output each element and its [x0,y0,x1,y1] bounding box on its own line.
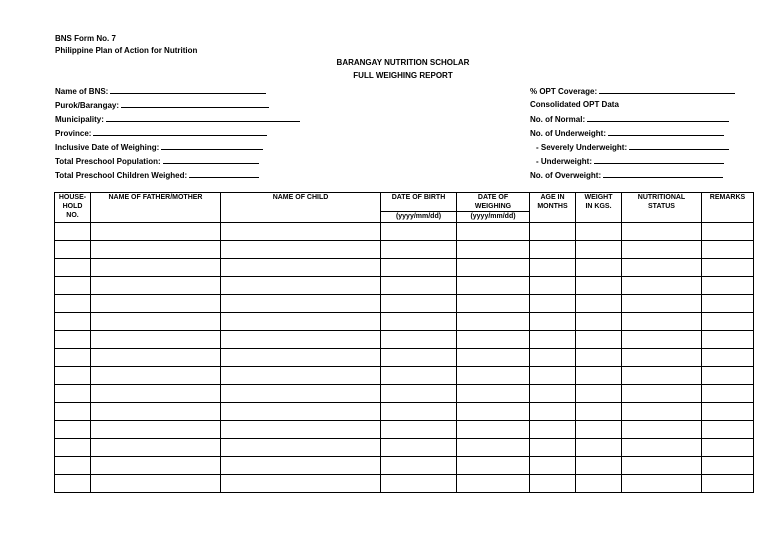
table-cell[interactable] [622,259,702,277]
table-cell[interactable] [576,421,622,439]
table-cell[interactable] [91,421,221,439]
table-cell[interactable] [91,475,221,493]
table-cell[interactable] [381,259,457,277]
table-row [55,385,754,403]
field-children-weighed[interactable]: Total Preschool Children Weighed: [55,170,259,181]
table-cell[interactable] [457,295,530,313]
table-cell[interactable] [381,475,457,493]
table-cell[interactable] [457,241,530,259]
table-row [55,295,754,313]
table-cell[interactable] [381,349,457,367]
table-cell[interactable] [457,349,530,367]
table-cell[interactable] [622,295,702,313]
col-household-no: HOUSE- HOLD NO. [55,193,91,223]
blank-line [599,86,735,94]
header-row [55,193,754,212]
col-parent-name: NAME OF FATHER/MOTHER [91,193,221,223]
table-cell[interactable] [702,277,754,295]
table-cell[interactable] [381,385,457,403]
field-name-of-bns[interactable]: Name of BNS: [55,86,266,97]
table-cell[interactable] [576,349,622,367]
table-cell[interactable] [381,421,457,439]
table-cell[interactable] [381,457,457,475]
table-cell[interactable] [55,223,91,241]
table-row [55,367,754,385]
table-cell[interactable] [576,385,622,403]
table-cell[interactable] [221,385,381,403]
table-cell[interactable] [530,349,576,367]
field-no-of-overweight[interactable]: No. of Overweight: [530,170,723,181]
blank-line [594,156,724,164]
table-cell[interactable] [622,241,702,259]
table-cell[interactable] [530,421,576,439]
field-no-of-underweight[interactable]: No. of Underweight: [530,128,724,139]
table-cell[interactable] [91,385,221,403]
table-cell[interactable] [530,259,576,277]
table-cell[interactable] [622,385,702,403]
blank-line [121,100,269,108]
table-cell[interactable] [221,295,381,313]
table-cell[interactable] [576,295,622,313]
table-cell[interactable] [530,385,576,403]
field-preschool-population[interactable]: Total Preschool Population: [55,156,259,167]
table-cell[interactable] [576,457,622,475]
table-cell[interactable] [221,277,381,295]
table-cell[interactable] [576,403,622,421]
table-cell[interactable] [55,385,91,403]
table-cell[interactable] [221,475,381,493]
weighing-table [54,192,754,493]
table-cell[interactable] [55,331,91,349]
table-cell[interactable] [702,439,754,457]
table-cell[interactable] [457,331,530,349]
table-cell[interactable] [91,295,221,313]
table-cell[interactable] [622,421,702,439]
table-cell[interactable] [91,403,221,421]
table-cell[interactable] [221,457,381,475]
field-no-of-normal[interactable]: No. of Normal: [530,114,729,125]
table-cell[interactable] [91,367,221,385]
table-cell[interactable] [530,439,576,457]
table-cell[interactable] [622,313,702,331]
table-cell[interactable] [457,223,530,241]
table-row [55,439,754,457]
field-purok-barangay[interactable]: Purok/Barangay: [55,100,269,111]
field-severely-underweight[interactable]: - Severely Underweight: [530,142,729,153]
table-cell[interactable] [576,277,622,295]
table-cell[interactable] [55,241,91,259]
table-cell[interactable] [381,313,457,331]
table-row [55,313,754,331]
table-cell[interactable] [221,223,381,241]
table-cell[interactable] [530,457,576,475]
table-cell[interactable] [55,457,91,475]
table-cell[interactable] [457,475,530,493]
blank-line [110,86,266,94]
table-cell[interactable] [576,259,622,277]
table-cell[interactable] [702,223,754,241]
table-cell[interactable] [55,313,91,331]
table-cell[interactable] [702,457,754,475]
table-cell[interactable] [221,241,381,259]
table-cell[interactable] [55,259,91,277]
table-cell[interactable] [622,439,702,457]
table-cell[interactable] [91,241,221,259]
table-cell[interactable] [530,277,576,295]
table-row [55,277,754,295]
table-cell[interactable] [91,259,221,277]
table-cell[interactable] [702,331,754,349]
table-cell[interactable] [55,403,91,421]
table-cell[interactable] [457,385,530,403]
table-cell[interactable] [221,313,381,331]
blank-line [608,128,724,136]
table-cell[interactable] [530,403,576,421]
table-cell[interactable] [457,367,530,385]
table-cell[interactable] [622,457,702,475]
table-cell[interactable] [381,277,457,295]
table-cell[interactable] [622,331,702,349]
col-weight: WEIGHT IN KGS. [576,193,622,223]
col-remarks: REMARKS [702,193,754,223]
table-cell[interactable] [622,349,702,367]
table-cell[interactable] [221,367,381,385]
table-cell[interactable] [55,475,91,493]
table-row [55,475,754,493]
table-cell[interactable] [91,331,221,349]
blank-line [163,156,259,164]
table-cell[interactable] [457,259,530,277]
table-cell[interactable] [576,367,622,385]
table-row [55,421,754,439]
table-cell[interactable] [576,223,622,241]
table-cell[interactable] [381,403,457,421]
table-cell[interactable] [530,223,576,241]
table-cell[interactable] [702,475,754,493]
blank-line [629,142,729,150]
table-cell[interactable] [702,259,754,277]
table-cell[interactable] [530,331,576,349]
col-date-of-birth: DATE OF BIRTH [381,193,457,212]
table-row [55,457,754,475]
table-cell[interactable] [702,313,754,331]
table-cell[interactable] [55,439,91,457]
table-cell[interactable] [530,475,576,493]
table-cell[interactable] [381,223,457,241]
table-cell[interactable] [622,277,702,295]
table-cell[interactable] [381,295,457,313]
table-cell[interactable] [55,367,91,385]
field-inclusive-date[interactable]: Inclusive Date of Weighing: [55,142,263,153]
table-row [55,403,754,421]
table-cell[interactable] [55,349,91,367]
table-cell[interactable] [55,295,91,313]
weighing-format: (yyyy/mm/dd) [457,212,530,223]
table-cell[interactable] [381,241,457,259]
table-cell[interactable] [622,367,702,385]
field-province[interactable]: Province: [55,128,267,139]
organization-name: Philippine Plan of Action for Nutrition [55,46,198,55]
col-child-name: NAME OF CHILD [221,193,381,223]
table-cell[interactable] [530,367,576,385]
table-cell[interactable] [702,403,754,421]
table-cell[interactable] [221,439,381,457]
table-cell[interactable] [457,277,530,295]
table-cell[interactable] [221,259,381,277]
field-opt-coverage[interactable]: % OPT Coverage: [530,86,735,97]
blank-line [587,114,729,122]
table-cell[interactable] [702,295,754,313]
table-cell[interactable] [702,385,754,403]
table-cell[interactable] [381,367,457,385]
table-row [55,259,754,277]
blank-line [93,128,267,136]
table-cell[interactable] [457,439,530,457]
table-cell[interactable] [457,313,530,331]
table-cell[interactable] [91,349,221,367]
col-age-in-months: AGE IN MONTHS [530,193,576,223]
field-municipality[interactable]: Municipality: [55,114,300,125]
table-cell[interactable] [457,403,530,421]
table-cell[interactable] [221,349,381,367]
table-cell[interactable] [576,313,622,331]
table-cell[interactable] [91,313,221,331]
col-nutritional-status: NUTRITIONAL STATUS [622,193,702,223]
table-row [55,223,754,241]
blank-line [106,114,300,122]
table-cell[interactable] [702,421,754,439]
table-cell[interactable] [457,457,530,475]
table-cell[interactable] [91,277,221,295]
table-cell[interactable] [576,475,622,493]
table-cell[interactable] [530,313,576,331]
blank-line [161,142,263,150]
table-cell[interactable] [702,241,754,259]
table-row [55,241,754,259]
table-cell[interactable] [55,421,91,439]
table-cell[interactable] [91,457,221,475]
table-cell[interactable] [221,403,381,421]
table-cell[interactable] [457,421,530,439]
table-cell[interactable] [576,439,622,457]
consolidated-opt-heading: Consolidated OPT Data [530,100,619,109]
table-cell[interactable] [381,331,457,349]
table-cell[interactable] [622,223,702,241]
table-row [55,349,754,367]
table-cell[interactable] [91,439,221,457]
table-cell[interactable] [530,295,576,313]
table-cell[interactable] [702,367,754,385]
table-cell[interactable] [576,331,622,349]
blank-line [603,170,723,178]
form-number: BNS Form No. 7 [55,34,116,43]
table-cell[interactable] [55,277,91,295]
table-cell[interactable] [91,223,221,241]
table-cell[interactable] [381,439,457,457]
table-row [55,331,754,349]
table-cell[interactable] [576,241,622,259]
table-cell[interactable] [622,475,702,493]
table-cell[interactable] [221,331,381,349]
table-cell[interactable] [530,241,576,259]
report-subtitle: FULL WEIGHING REPORT [353,71,453,80]
table-cell[interactable] [221,421,381,439]
table-cell[interactable] [622,403,702,421]
report-title: BARANGAY NUTRITION SCHOLAR [336,58,470,67]
col-date-of-weighing: DATE OF WEIGHING [457,193,530,212]
dob-format: (yyyy/mm/dd) [381,212,457,223]
table-cell[interactable] [702,349,754,367]
field-underweight[interactable]: - Underweight: [530,156,724,167]
blank-line [189,170,259,178]
